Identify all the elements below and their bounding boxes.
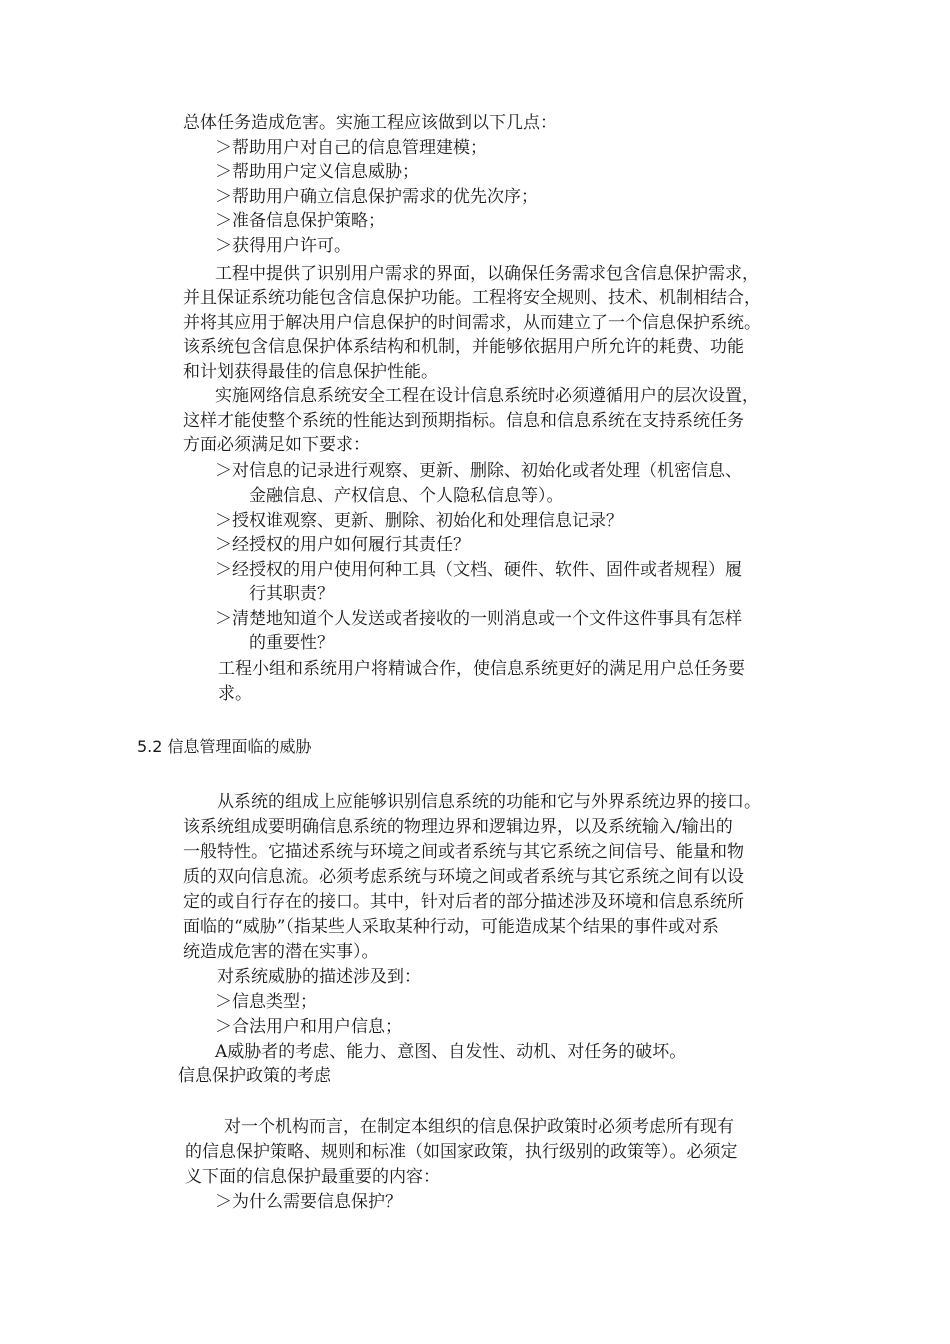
bullet-item: ＞获得用户许可。 [215, 236, 351, 256]
paragraph-line: 一般特性。它描述系统与环境之间或者系统与其它系统之间信号、能量和物 [183, 842, 744, 862]
paragraph-line: 工程中提供了识别用户需求的界面，以确保任务需求包含信息保护需求， [215, 264, 759, 284]
paragraph-line: 并将其应用于解决用户信息保护的时间需求，从而建立了一个信息保护系统。 [183, 313, 761, 333]
subsection-heading: 信息保护政策的考虑 [178, 1066, 331, 1086]
requirement-item: ＞对信息的记录进行观察、更新、删除、初始化或者处理（机密信息、 [215, 461, 742, 481]
paragraph-line: 求。 [218, 684, 252, 704]
paragraph-line: 的信息保护策略、规则和标准（如国家政策，执行级别的政策等）。必须定 [185, 1142, 738, 1162]
requirement-item: ＞经授权的用户使用何种工具（文档、硬件、软件、固件或者规程）履 [215, 560, 742, 580]
bullet-item: ＞帮助用户定义信息威胁； [215, 162, 419, 182]
paragraph-line: 实施网络信息系统安全工程在设计信息系统时必须遵循用户的层次设置， [215, 386, 759, 406]
bullet-item: ＞帮助用户确立信息保护需求的优先次序； [215, 187, 538, 207]
list-intro: 对系统威胁的描述涉及到： [217, 967, 421, 987]
paragraph-line: 和计划获得最佳的信息保护性能。 [183, 362, 438, 382]
paragraph-line: 统造成危害的潜在实事）。 [183, 942, 379, 962]
requirement-item: ＞经授权的用户如何履行其责任？ [215, 535, 470, 555]
requirement-item-cont: 金融信息、产权信息、个人隐私信息等）。 [249, 486, 564, 506]
paragraph-line: 该系统包含信息保护体系结构和机制，并能够依据用户所允许的耗费、功能 [183, 337, 744, 357]
paragraph-line: 这样才能使整个系统的性能达到预期指标。信息和信息系统在支持系统任务 [183, 411, 744, 431]
requirement-item: ＞清楚地知道个人发送或者接收的一则消息或一个文件这件事具有怎样 [215, 609, 742, 629]
paragraph-line: 工程小组和系统用户将精诚合作，使信息系统更好的满足用户总任务要 [218, 659, 745, 679]
section-heading: 5.2 信息管理面临的威胁 [137, 737, 312, 756]
bullet-item: ＞信息类型； [215, 992, 317, 1012]
text-line: 总体任务造成危害。实施工程应该做到以下几点： [183, 113, 557, 133]
bullet-item: ＞为什么需要信息保护？ [215, 1192, 402, 1212]
paragraph-line: 该系统组成要明确信息系统的物理边界和逻辑边界，以及系统输入/输出的 [183, 817, 733, 837]
requirement-item: ＞授权谁观察、更新、删除、初始化和处理信息记录？ [215, 511, 623, 531]
paragraph-line: 方面必须满足如下要求： [183, 435, 370, 455]
paragraph-line: 面临的“威胁”（指某些人采取某种行动，可能造成某个结果的事件或对系 [183, 917, 719, 937]
paragraph-line: 对一个机构而言，在制定本组织的信息保护政策时必须考虑所有现有 [224, 1117, 734, 1137]
bullet-item: ＞合法用户和用户信息； [215, 1017, 402, 1037]
requirement-item-cont: 的重要性？ [249, 633, 334, 653]
paragraph-line: 定的或自行存在的接口。其中，针对后者的部分描述涉及环境和信息系统所 [183, 892, 744, 912]
requirement-item-cont: 行其职责？ [249, 584, 334, 604]
paragraph-line: 从系统的组成上应能够识别信息系统的功能和它与外界系统边界的接口。 [217, 792, 761, 812]
bullet-item: ＞准备信息保护策略； [215, 211, 385, 231]
paragraph-line: 质的双向信息流。必须考虑系统与环境之间或者系统与其它系统之间有以设 [183, 867, 744, 887]
bullet-item: A威胁者的考虑、能力、意图、自发性、动机、对任务的破坏。 [215, 1042, 687, 1062]
bullet-item: ＞帮助用户对自己的信息管理建模； [215, 138, 487, 158]
paragraph-line: 并且保证系统功能包含信息保护功能。工程将安全规则、技术、机制相结合， [183, 288, 761, 308]
paragraph-line: 义下面的信息保护最重要的内容： [185, 1167, 440, 1187]
